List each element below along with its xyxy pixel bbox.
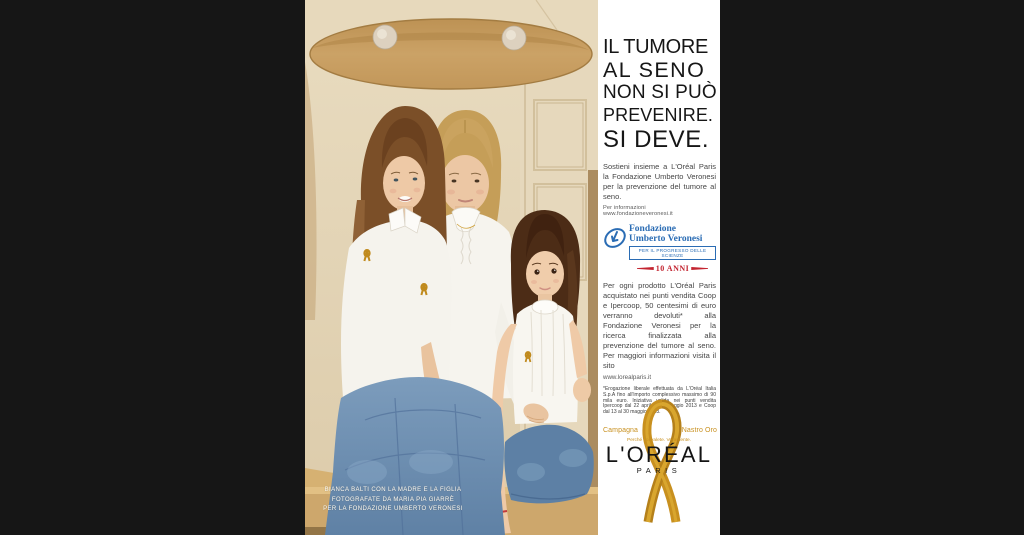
anniversary-bar: [691, 267, 708, 270]
anniversary-bar: [637, 267, 654, 270]
light-bulb-left: [373, 25, 397, 49]
campaign-logo-block: [598, 398, 720, 535]
body-paragraph: Per ogni prodotto L'Oréal Paris acquistato nei punti vendita Coop e Ipercoop, 50 centesimi di euro verranno devoluti* alla Fondazione Veronesi per la ricerca finalizzata alla prevenzione del tumore al seno. Per maggiori informazioni visita il sito: [603, 281, 716, 370]
headline-line: AL SENO: [603, 58, 706, 82]
headline-line: IL TUMORE: [603, 36, 709, 58]
foundation-name-line2: Umberto Veronesi: [629, 234, 703, 244]
headline-line: SI DEVE.: [603, 126, 710, 153]
photo-credit: [317, 486, 469, 515]
loreal-logo: L'ORÉAL: [605, 442, 713, 467]
photo-credit-line: BIANCA BALTI CON LA MADRE E LA FIGLIA: [324, 487, 462, 493]
campaign-photo: [305, 0, 598, 535]
loreal-url-line: www.lorealparis.it: [603, 374, 652, 381]
foundation-name-line1: Fondazione: [629, 224, 676, 234]
campaign-label-left: Campagna: [603, 427, 639, 434]
foundation-anniversary: [629, 264, 716, 273]
advertisement: [305, 0, 720, 535]
photo-illustration: [305, 0, 598, 535]
lamp: [305, 0, 598, 89]
foundation-url-line: Per informazioni www.fondazioneveronesi.it: [603, 205, 673, 217]
campaign-name-row: [603, 427, 717, 434]
campaign-label-right: Nastro Oro: [681, 427, 717, 434]
text-panel: [598, 0, 720, 535]
foundation-logo-icon: [603, 226, 627, 250]
foundation-tagline: PER IL PROGRESSO DELLE SCIENZE: [629, 246, 716, 260]
legal-fine-print: *Erogazione liberale effettuata da L'Oréal Italia S.p.A fino all'importo complessivo massimo di 90 mila euro. Iniziativa valida nei punti vendita Ipercoop dal 22 aprile al 9 maggio 2013 e Coop dal 13 al 30 maggio 2013.: [603, 386, 716, 416]
light-bulb-right: [502, 26, 526, 50]
intro-paragraph: Sostieni insieme a L'Oréal Paris la Fondazione Umberto Veronesi per la prevenzione del tumore al seno.: [603, 162, 716, 201]
brand-slogan: Perché voi valete. Veramente.: [627, 438, 691, 443]
photo-credit-line: FOTOGRAFATE DA MARIA PIA GIARRÈ: [331, 496, 455, 503]
anniversary-label: 10 ANNI: [655, 264, 690, 273]
headline: [603, 36, 716, 153]
photo-credit-line: PER LA FONDAZIONE UMBERTO VERONESI: [323, 506, 463, 512]
headline-line: PREVENIRE.: [603, 105, 714, 125]
foundation-logo: [603, 224, 716, 273]
headline-line: NON SI PUÒ: [603, 82, 717, 103]
loreal-paris-label: PARIS: [636, 466, 682, 475]
